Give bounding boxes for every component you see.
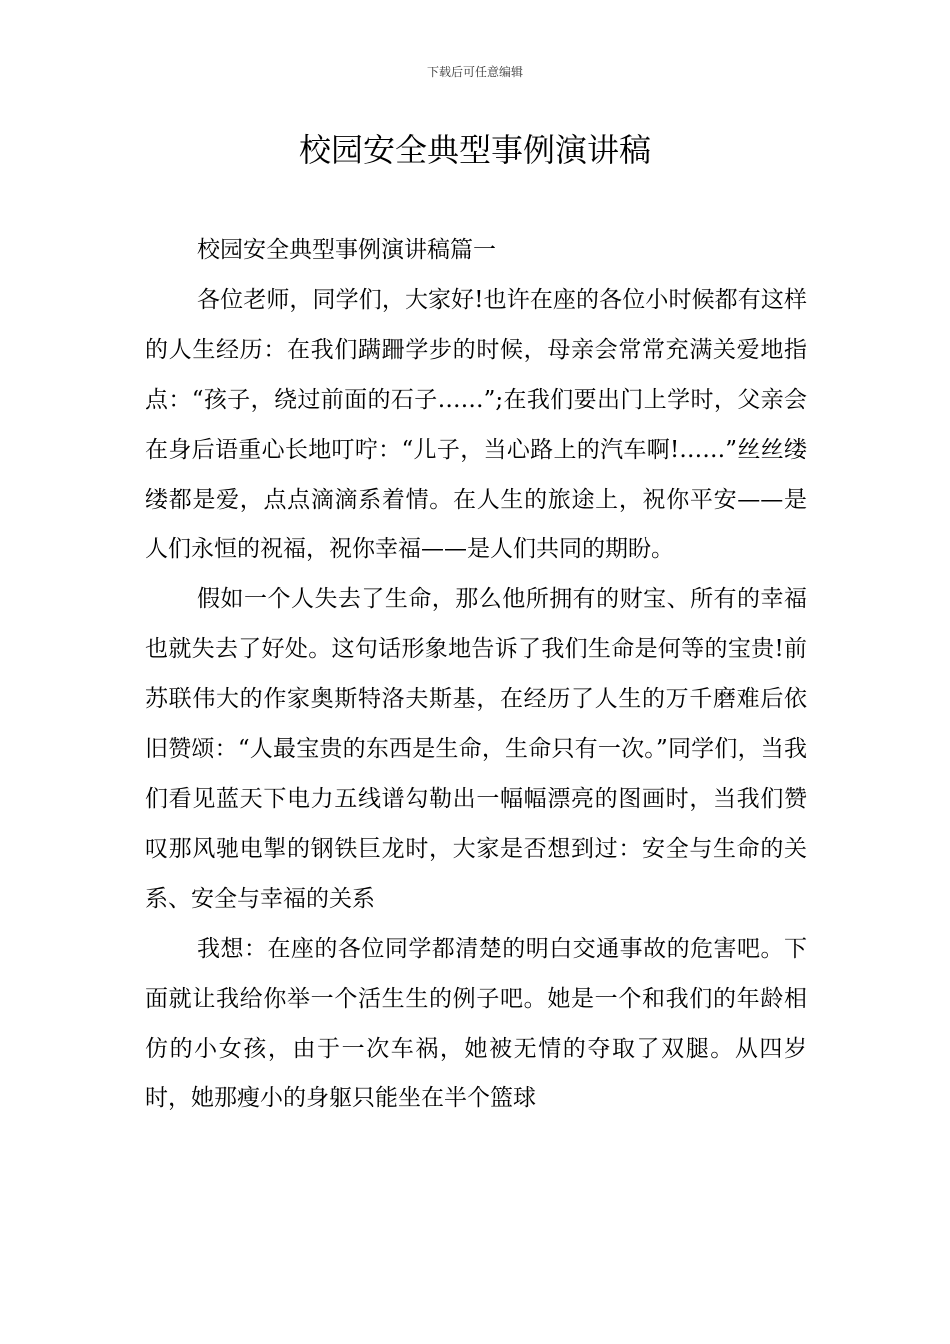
- paragraph: 各位老师，同学们，大家好!也许在座的各位小时候都有这样的人生经历：在我们蹒跚学步的时候，母亲会常常充满关爱地指点：“孩子，绕过前面的石子……”;在我们要出门上学时，父亲会在身后语重心长地叮咛：“儿子，当心路上的汽车啊!……”丝丝缕缕都是爱，点点滴滴系着情。在人生的旅途上，祝你平安——是人们永恒的祝福，祝你幸福——是人们共同的期盼。: [145, 286, 807, 563]
- paragraph: 假如一个人失去了生命，那么他所拥有的财宝、所有的幸福也就失去了好处。这句话形象地告诉了我们生命是何等的宝贵!前苏联伟大的作家奥斯特洛夫斯基，在经历了人生的万千磨难后依旧赞颂：“人最宝贵的东西是生命，生命只有一次。”同学们，当我们看见蓝天下电力五线谱勾勒出一幅幅漂亮的图画时，当我们赞叹那风驰电掣的钢铁巨龙时，大家是否想到过：安全与生命的关系、安全与幸福的关系: [145, 586, 807, 912]
- header-note: 下载后可任意编辑: [426, 65, 523, 79]
- paragraph: 我想：在座的各位同学都清楚的明白交通事故的危害吧。下面就让我给你举一个活生生的例子吧。她是一个和我们的年龄相仿的小女孩，由于一次车祸，她被无情的夺取了双腿。从四岁时，她那瘦小的身躯只能坐在半个篮球: [145, 935, 807, 1112]
- section-heading: 校园安全典型事例演讲稿篇一: [197, 237, 496, 263]
- document-body: [145, 226, 807, 1124]
- document-title: 校园安全典型事例演讲稿: [298, 131, 651, 169]
